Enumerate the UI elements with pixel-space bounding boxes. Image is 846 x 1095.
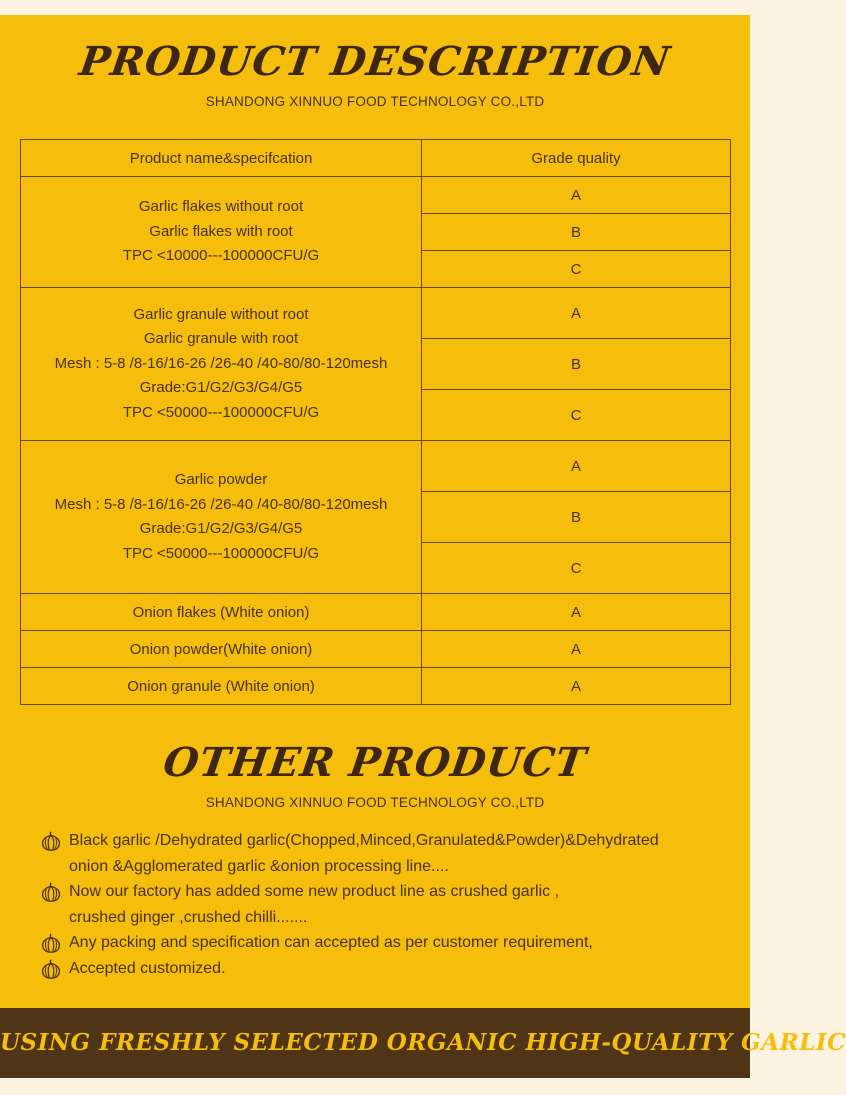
table-row [21, 441, 731, 492]
list-item-text: Black garlic /Dehydrated garlic(Chopped,Minced,Granulated&Powder)&Dehydrated [69, 832, 659, 849]
grade-cell: C [422, 543, 731, 594]
table-header-row [21, 140, 731, 177]
grade-cell: A [422, 594, 731, 631]
list-item-text: crushed ginger ,crushed chilli....... [69, 908, 308, 926]
table-row [21, 668, 731, 705]
other-product-list [40, 828, 730, 981]
list-item [40, 828, 730, 879]
grade-cell: B [422, 214, 731, 251]
list-item [40, 956, 730, 982]
list-item-text: Now our factory has added some new product line as crushed garlic , [69, 883, 560, 900]
table-row [21, 594, 731, 631]
garlic-icon [40, 830, 62, 852]
spec-line: Garlic flakes with root [149, 222, 293, 240]
table-row [21, 288, 731, 339]
header-product-name: Product name&specifcation [21, 140, 422, 177]
spec-line: Garlic powder [174, 471, 268, 488]
grade-cell: A [422, 668, 731, 705]
header-grade-quality: Grade quality [422, 140, 731, 177]
grade-cell: B [422, 339, 731, 390]
product-cell-garlic-granule [21, 288, 422, 441]
spec-line: Grade:G1/G2/G3/G4/G5 [139, 379, 303, 397]
spec-line: Garlic granule with root [143, 330, 299, 348]
table-row [21, 177, 731, 214]
slogan-banner [0, 1008, 846, 1078]
garlic-icon [40, 958, 62, 980]
spec-line: Garlic granule without root [133, 305, 309, 323]
company-subtitle: SHANDONG XINNUO FOOD TECHNOLOGY CO.,LTD [205, 94, 545, 109]
grade-cell: A [422, 631, 731, 668]
slogan-text: USING FRESHLY SELECTED ORGANIC HIGH-QUALITY GARLIC [0, 1029, 846, 1056]
product-cell-garlic-flakes [21, 177, 422, 288]
section-title-product-description: PRODUCT DESCRIPTION [76, 38, 674, 85]
list-item-text: Accepted customized. [69, 959, 226, 977]
garlic-icon [40, 932, 62, 954]
spec-line: Mesh : 5-8 /8-16/16-26 /26-40 /40-80/80-120mesh [54, 495, 388, 513]
spec-line: TPC <50000---100000CFU/G [122, 544, 320, 562]
grade-cell: C [422, 390, 731, 441]
spec-line: Mesh : 5-8 /8-16/16-26 /26-40 /40-80/80-120mesh [54, 354, 388, 372]
list-item [40, 879, 730, 930]
spec-line: TPC <10000---100000CFU/G [122, 247, 320, 265]
product-spec-table [20, 139, 731, 705]
list-item-text: onion &Agglomerated garlic &onion processing line.... [69, 857, 449, 875]
spec-line: Grade:G1/G2/G3/G4/G5 [139, 520, 303, 537]
grade-cell: A [422, 288, 731, 339]
list-item-text: Any packing and specification can accepted as per customer requirement, [69, 934, 593, 951]
spec-line: TPC <50000---100000CFU/G [122, 403, 320, 421]
list-item [40, 930, 730, 956]
product-cell-onion-flakes: Onion flakes (White onion) [21, 594, 422, 631]
garlic-icon [40, 881, 62, 903]
section-title-other-product: OTHER PRODUCT [160, 739, 590, 786]
company-subtitle: SHANDONG XINNUO FOOD TECHNOLOGY CO.,LTD [205, 795, 545, 810]
spec-line: Garlic flakes without root [138, 198, 304, 216]
product-cell-garlic-powder [21, 441, 422, 594]
grade-cell: C [422, 251, 731, 288]
product-cell-onion-granule: Onion granule (White onion) [21, 668, 422, 705]
grade-cell: A [422, 441, 731, 492]
grade-cell: A [422, 177, 731, 214]
product-cell-onion-powder: Onion powder(White onion) [21, 631, 422, 668]
grade-cell: B [422, 492, 731, 543]
table-row [21, 631, 731, 668]
